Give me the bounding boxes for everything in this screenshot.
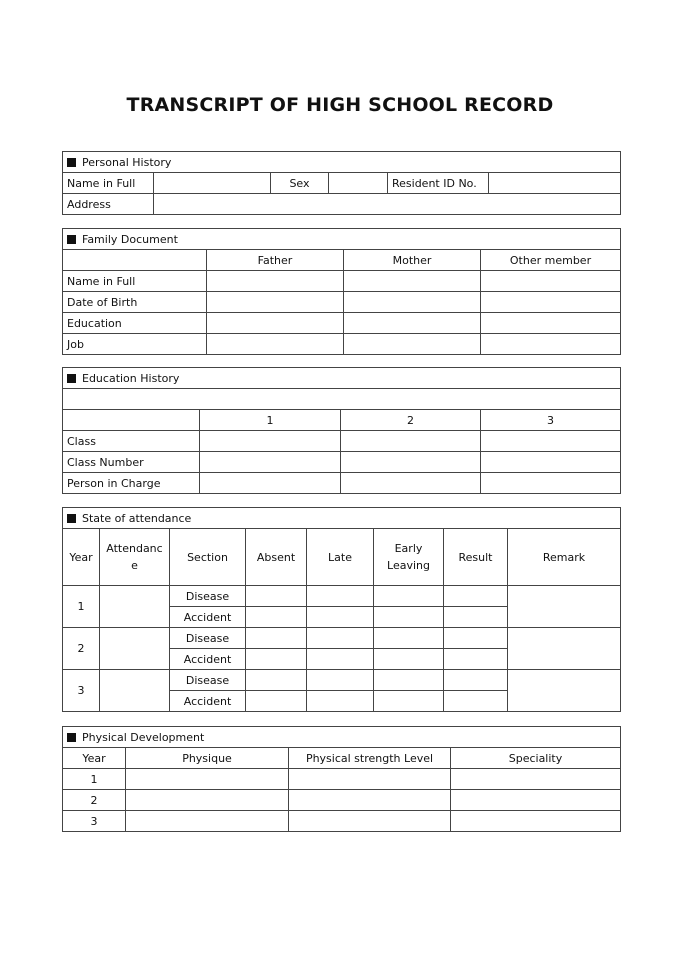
column-header: Other member — [481, 250, 621, 271]
education-history-table — [62, 367, 621, 494]
section-cell: Accident — [170, 607, 246, 628]
cell[interactable] — [207, 271, 344, 292]
year-cell: 3 — [63, 811, 126, 832]
cell[interactable] — [481, 431, 621, 452]
address-field[interactable] — [154, 194, 621, 215]
square-bullet-icon — [67, 158, 76, 167]
cell[interactable] — [246, 649, 307, 670]
cell[interactable] — [289, 790, 451, 811]
cell[interactable] — [100, 670, 170, 712]
cell[interactable] — [246, 628, 307, 649]
cell[interactable] — [126, 769, 289, 790]
table-row — [63, 452, 621, 473]
cell[interactable] — [126, 811, 289, 832]
cell[interactable] — [444, 586, 508, 607]
blank-row[interactable] — [63, 389, 621, 410]
cell[interactable] — [200, 452, 341, 473]
cell[interactable] — [374, 586, 444, 607]
cell[interactable] — [207, 292, 344, 313]
section-heading — [63, 368, 621, 389]
cell[interactable] — [289, 769, 451, 790]
cell[interactable] — [374, 691, 444, 712]
cell[interactable] — [307, 670, 374, 691]
table-row — [63, 431, 621, 452]
cell[interactable] — [374, 649, 444, 670]
cell[interactable] — [207, 313, 344, 334]
resident-id-label: Resident ID No. — [388, 173, 489, 194]
cell[interactable] — [444, 691, 508, 712]
column-header: 3 — [481, 410, 621, 431]
cell[interactable] — [246, 586, 307, 607]
heading-text: Education History — [82, 371, 180, 385]
table-row — [63, 670, 621, 691]
cell[interactable] — [246, 607, 307, 628]
year-cell: 3 — [63, 670, 100, 712]
cell[interactable] — [307, 649, 374, 670]
cell[interactable] — [481, 473, 621, 494]
cell[interactable] — [481, 334, 621, 355]
column-header: Year — [63, 748, 126, 769]
column-header: Father — [207, 250, 344, 271]
cell[interactable] — [444, 649, 508, 670]
blank-header — [63, 410, 200, 431]
family-document-table — [62, 228, 621, 355]
column-header: Mother — [344, 250, 481, 271]
table-row — [63, 790, 621, 811]
column-header: Physique — [126, 748, 289, 769]
row-label: Person in Charge — [63, 473, 200, 494]
column-header: Absent — [246, 529, 307, 586]
row-label: Name in Full — [63, 271, 207, 292]
address-label: Address — [63, 194, 154, 215]
cell[interactable] — [444, 628, 508, 649]
column-header: Section — [170, 529, 246, 586]
column-header: Year — [63, 529, 100, 586]
column-header: Early Leaving — [374, 529, 444, 586]
table-row — [63, 586, 621, 607]
cell[interactable] — [307, 628, 374, 649]
section-cell: Disease — [170, 670, 246, 691]
cell[interactable] — [246, 691, 307, 712]
table-row — [63, 292, 621, 313]
heading-text: Physical Development — [82, 730, 205, 744]
heading-text: Family Document — [82, 232, 178, 246]
cell[interactable] — [481, 313, 621, 334]
cell[interactable] — [481, 452, 621, 473]
sex-label: Sex — [271, 173, 329, 194]
section-cell: Disease — [170, 628, 246, 649]
blank-header — [63, 250, 207, 271]
cell[interactable] — [207, 334, 344, 355]
cell[interactable] — [307, 691, 374, 712]
table-row — [63, 628, 621, 649]
cell[interactable] — [126, 790, 289, 811]
name-field[interactable] — [154, 173, 271, 194]
physical-development-table — [62, 726, 621, 832]
section-heading — [63, 152, 621, 173]
cell[interactable] — [481, 292, 621, 313]
year-cell: 1 — [63, 769, 126, 790]
year-cell: 2 — [63, 628, 100, 670]
cell[interactable] — [289, 811, 451, 832]
cell[interactable] — [100, 628, 170, 670]
section-heading — [63, 229, 621, 250]
square-bullet-icon — [67, 514, 76, 523]
cell[interactable] — [344, 334, 481, 355]
cell[interactable] — [341, 473, 481, 494]
cell[interactable] — [307, 586, 374, 607]
section-heading — [63, 727, 621, 748]
remark-cell[interactable] — [508, 628, 621, 670]
table-row — [63, 334, 621, 355]
cell[interactable] — [374, 628, 444, 649]
year-cell: 2 — [63, 790, 126, 811]
cell[interactable] — [344, 292, 481, 313]
heading-text: State of attendance — [82, 511, 192, 525]
column-header: Speciality — [451, 748, 621, 769]
attendance-table — [62, 507, 621, 712]
cell[interactable] — [341, 452, 481, 473]
cell[interactable] — [374, 670, 444, 691]
column-header: Remark — [508, 529, 621, 586]
sex-field[interactable] — [329, 173, 388, 194]
row-label: Job — [63, 334, 207, 355]
cell[interactable] — [451, 811, 621, 832]
table-row — [63, 811, 621, 832]
remark-cell[interactable] — [508, 670, 621, 712]
table-row — [63, 271, 621, 292]
cell[interactable] — [200, 473, 341, 494]
column-header: Attendance — [100, 529, 170, 586]
column-header: Late — [307, 529, 374, 586]
column-header: Result — [444, 529, 508, 586]
section-heading — [63, 508, 621, 529]
cell[interactable] — [246, 670, 307, 691]
row-label: Education — [63, 313, 207, 334]
cell[interactable] — [100, 586, 170, 628]
cell[interactable] — [344, 313, 481, 334]
section-cell: Accident — [170, 691, 246, 712]
table-row — [63, 473, 621, 494]
remark-cell[interactable] — [508, 586, 621, 628]
heading-text: Personal History — [82, 155, 172, 169]
cell[interactable] — [444, 607, 508, 628]
cell[interactable] — [200, 431, 341, 452]
section-cell: Accident — [170, 649, 246, 670]
square-bullet-icon — [67, 374, 76, 383]
cell[interactable] — [444, 670, 508, 691]
row-label: Class — [63, 431, 200, 452]
column-header: 1 — [200, 410, 341, 431]
cell[interactable] — [374, 607, 444, 628]
cell[interactable] — [341, 431, 481, 452]
square-bullet-icon — [67, 733, 76, 742]
resident-id-field[interactable] — [489, 173, 621, 194]
table-row — [63, 769, 621, 790]
personal-history-table — [62, 151, 621, 215]
cell[interactable] — [481, 271, 621, 292]
cell[interactable] — [451, 790, 621, 811]
section-cell: Disease — [170, 586, 246, 607]
table-row — [63, 313, 621, 334]
cell[interactable] — [344, 271, 481, 292]
page-title: TRANSCRIPT OF HIGH SCHOOL RECORD — [126, 94, 554, 116]
cell[interactable] — [307, 607, 374, 628]
name-label: Name in Full — [63, 173, 154, 194]
cell[interactable] — [451, 769, 621, 790]
column-header: Physical strength Level — [289, 748, 451, 769]
year-cell: 1 — [63, 586, 100, 628]
row-label: Date of Birth — [63, 292, 207, 313]
square-bullet-icon — [67, 235, 76, 244]
row-label: Class Number — [63, 452, 200, 473]
column-header: 2 — [341, 410, 481, 431]
